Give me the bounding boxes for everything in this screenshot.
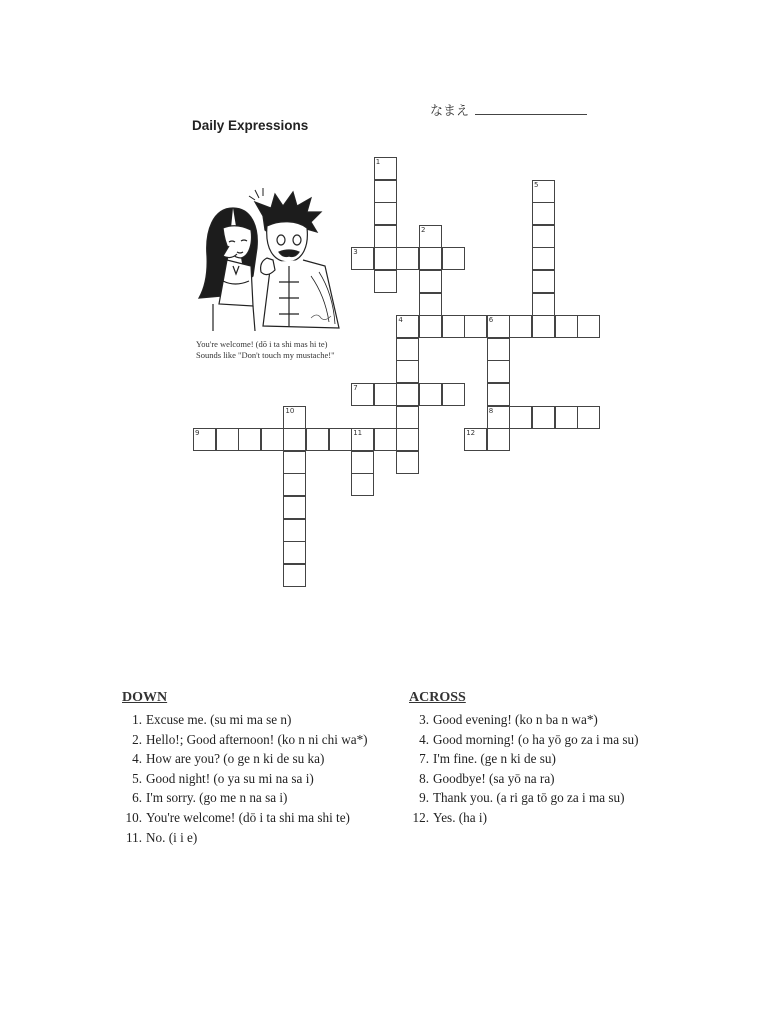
clue-text: I'm sorry. (go me n na sa i) [146,790,288,806]
grid-clue-number: 10 [285,406,295,415]
clue-number: 5. [132,770,142,786]
clue-text: Good night! (o ya su mi na sa i) [146,770,314,786]
crossword-cell[interactable] [532,225,555,248]
crossword-cell[interactable] [283,451,306,474]
crossword-cell[interactable] [396,428,419,451]
grid-clue-number: 3 [353,248,358,257]
across-clue [409,730,638,750]
across-clue [409,749,638,769]
down-clue [122,788,368,808]
crossword-cell[interactable] [283,564,306,587]
crossword-cell[interactable] [487,338,510,361]
clue-number: 3. [419,712,429,727]
crossword-cell[interactable] [532,293,555,316]
clue-number: 2. [132,731,142,747]
across-clues [409,690,638,828]
crossword-cell[interactable] [532,315,555,338]
crossword-cell[interactable] [374,180,397,203]
down-clue [122,749,368,769]
grid-clue-number: 7 [353,384,358,392]
crossword-cell[interactable] [419,293,442,316]
worksheet-title: Daily Expressions [192,118,309,133]
crossword-cell[interactable] [374,202,397,225]
crossword-cell[interactable] [487,428,510,451]
clue-number: 11. [126,829,142,845]
crossword-cell[interactable] [261,428,284,451]
crossword-cell[interactable] [283,473,306,496]
crossword-cell[interactable] [555,406,578,429]
clue-text: Hello!; Good afternoon! (ko n ni chi wa*) [146,731,368,747]
crossword-cell[interactable] [216,428,239,451]
clue-text: Thank you. (a ri ga tō go za i ma su) [433,790,625,806]
crossword-cell[interactable] [419,247,442,270]
crossword-cell[interactable] [396,451,419,474]
caption-line-1: You're welcome! (dō i ta shi mas hi te) [196,339,328,349]
clue-number: 9. [419,790,429,806]
clue-text: Good evening! (ko n ba n wa*) [433,712,598,727]
clue-number: 10. [125,809,142,825]
crossword-cell[interactable] [283,428,306,451]
down-clue [122,769,368,789]
clue-number: 8. [419,770,429,786]
crossword-cell[interactable] [396,383,419,406]
crossword-cell[interactable] [396,406,419,429]
down-clue [122,730,368,750]
crossword-cell[interactable] [487,360,510,383]
crossword-cell[interactable] [555,315,578,338]
crossword-cell[interactable] [532,247,555,270]
grid-clue-number: 8 [488,406,494,415]
clue-text: How are you? (o ge n ki de su ka) [146,751,325,767]
crossword-cell[interactable] [509,406,532,429]
down-clue [122,808,368,828]
down-clue [122,828,368,848]
crossword-cell[interactable] [306,428,329,451]
crossword-cell[interactable] [532,406,555,429]
clue-number: 4. [419,731,429,747]
crossword-cell[interactable] [577,406,600,429]
clue-number: 4. [132,751,142,767]
crossword-cell[interactable] [374,428,397,451]
clue-number: 6. [132,790,142,806]
down-heading: DOWN [122,690,168,705]
crossword-cell[interactable] [374,247,397,270]
grid-clue-number: 2 [421,225,426,234]
caption-line-2: Sounds like "Don't touch my mustache!" [196,350,335,360]
crossword-cell[interactable] [351,451,374,474]
across-clue [409,788,638,808]
crossword-cell[interactable] [329,428,352,451]
crossword-cell[interactable] [283,541,306,564]
grid-clue-number: 11 [353,429,363,438]
clue-text: Goodbye! (sa yō na ra) [433,770,555,786]
clue-text: You're welcome! (dō i ta shi ma shi te) [146,809,350,825]
grid-clue-number: 1 [375,158,381,166]
grid-clue-number: 12 [466,429,476,438]
name-label: なまえ [430,104,470,119]
clue-text: Yes. (ha i) [433,809,487,825]
clue-number: 1. [132,712,142,727]
crossword-cell[interactable] [396,338,419,361]
crossword-cell[interactable] [351,473,374,496]
down-clue [122,710,368,730]
crossword-cell[interactable] [419,383,442,406]
crossword-cell[interactable] [442,383,465,406]
crossword-cell[interactable] [509,315,532,338]
clue-number: 12. [412,809,429,825]
grid-clue-number: 4 [398,316,403,325]
crossword-cell[interactable] [374,270,397,293]
crossword-cell[interactable] [374,225,397,248]
crossword-cell[interactable] [238,428,261,451]
down-clues [122,690,368,847]
grid-clue-number: 9 [195,429,200,438]
across-clue [409,710,638,730]
across-clue [409,808,638,828]
crossword-cell[interactable] [283,519,306,542]
crossword-cell[interactable] [442,247,465,270]
grid-clue-number: 5 [534,180,539,189]
crossword-cell[interactable] [396,360,419,383]
clue-text: Excuse me. (su mi ma se n) [146,712,292,727]
grid-clue-number: 6 [488,316,494,325]
clue-text: Good morning! (o ha yō go za i ma su) [433,731,639,747]
crossword-cell[interactable] [532,270,555,293]
crossword-cell[interactable] [442,315,465,338]
crossword-cell[interactable] [374,383,397,406]
crossword-cell[interactable] [283,496,306,519]
clue-text: No. (i i e) [146,829,198,845]
crossword-cell[interactable] [487,383,510,406]
crossword-cell[interactable] [396,247,419,270]
crossword-cell[interactable] [419,270,442,293]
across-clue [409,769,638,789]
crossword-cell[interactable] [577,315,600,338]
crossword-cell[interactable] [464,315,487,338]
across-heading: ACROSS [409,690,466,705]
clue-number: 7. [419,751,429,767]
clue-text: I'm fine. (ge n ki de su) [433,751,556,767]
crossword-cell[interactable] [532,202,555,225]
crossword-cell[interactable] [419,315,442,338]
